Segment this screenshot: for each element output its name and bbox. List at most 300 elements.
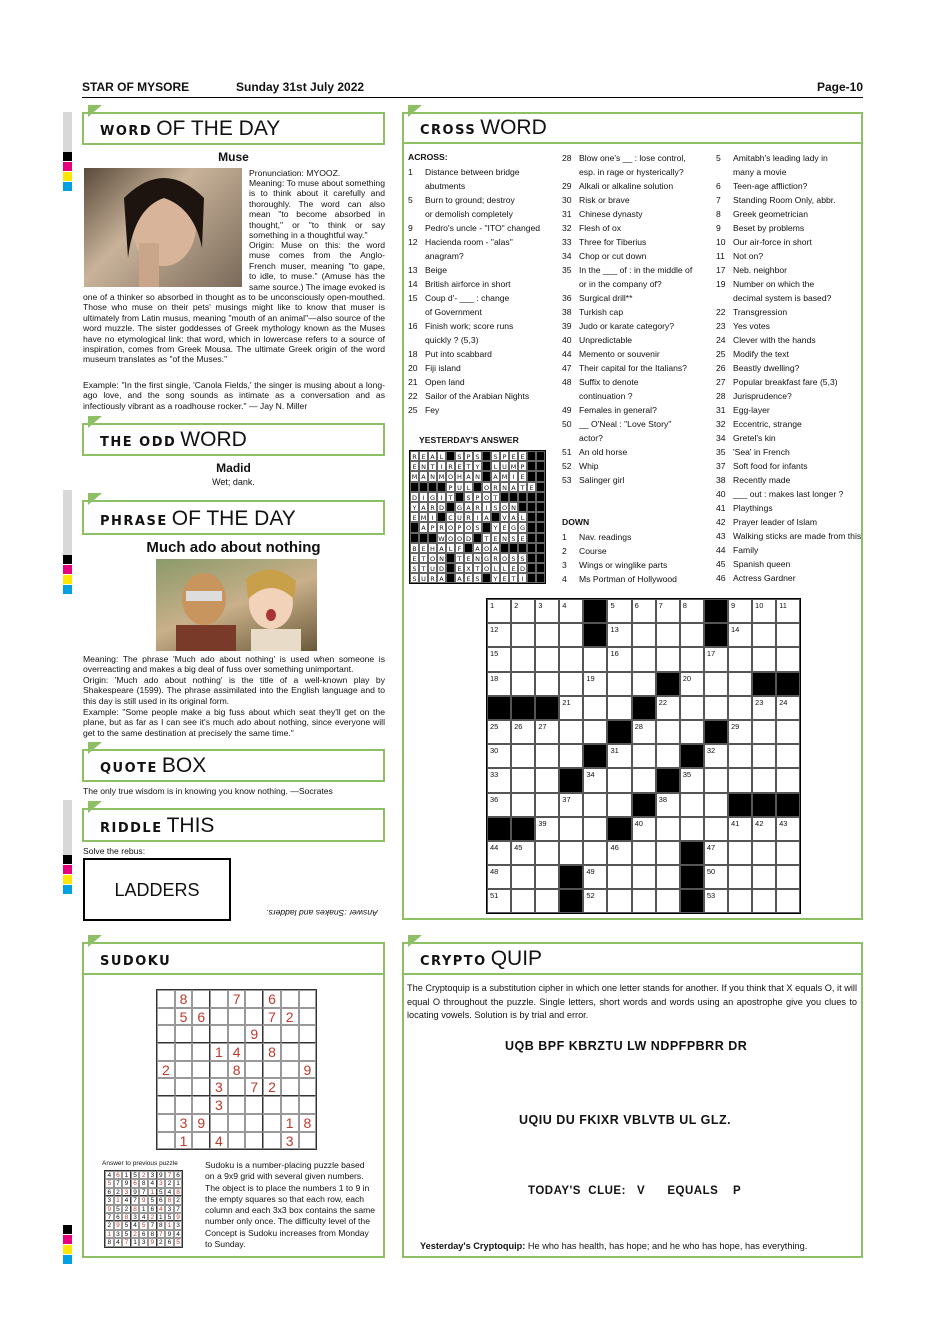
answer-cell: 5	[122, 1230, 131, 1238]
sudoku-cell[interactable]	[157, 1043, 175, 1061]
crossword-cell[interactable]: 32	[704, 744, 728, 768]
clue-number: 33	[562, 237, 572, 247]
sudoku-cell[interactable]	[281, 990, 299, 1008]
sudoku-cell[interactable]: 7	[245, 1078, 263, 1096]
crossword-cell[interactable]: 21	[559, 696, 583, 720]
crossword-cell[interactable]	[511, 744, 535, 768]
clue-text: Beige	[425, 265, 447, 275]
sudoku-cell[interactable]	[263, 1132, 281, 1150]
sudoku-cell[interactable]	[210, 990, 228, 1008]
crossword-cell[interactable]: 6	[632, 599, 656, 623]
crossword-cell[interactable]: 2	[511, 599, 535, 623]
answer-cell	[482, 451, 491, 461]
sudoku-cell[interactable]: 7	[228, 990, 246, 1008]
crossword-cell[interactable]: 22	[656, 696, 680, 720]
clue-item	[408, 375, 558, 389]
crossword-cell[interactable]	[752, 768, 776, 792]
crossword-cell[interactable]: 33	[487, 768, 511, 792]
crossword-cell[interactable]	[752, 623, 776, 647]
crossword-cell[interactable]: 52	[583, 889, 607, 913]
crossword-cell[interactable]	[559, 841, 583, 865]
sudoku-cell[interactable]	[157, 1114, 175, 1132]
answer-cell	[419, 533, 428, 543]
sudoku-cell[interactable]	[175, 1061, 193, 1079]
crossword-cell[interactable]	[704, 793, 728, 817]
crossword-cell[interactable]	[607, 672, 631, 696]
clue-text: Unpredictable	[579, 335, 633, 345]
crossword-cell[interactable]: 43	[776, 817, 800, 841]
sudoku-cell[interactable]	[245, 990, 263, 1008]
crossword-cell[interactable]	[728, 889, 752, 913]
crossword-cell[interactable]: 9	[728, 599, 752, 623]
sudoku-cell[interactable]: 3	[210, 1096, 228, 1114]
answer-cell: H	[455, 471, 464, 481]
answer-cell	[527, 461, 536, 471]
clue-text: Blow one's __ : lose control,	[579, 153, 686, 163]
clue-number: 31	[716, 405, 726, 415]
crossword-cell[interactable]: 42	[752, 817, 776, 841]
crossword-cell[interactable]	[632, 623, 656, 647]
sudoku-cell[interactable]	[157, 990, 175, 1008]
crossword-cell[interactable]: 41	[728, 817, 752, 841]
sudoku-cell[interactable]	[281, 1025, 299, 1043]
sudoku-cell[interactable]: 1	[210, 1043, 228, 1061]
answer-cell: 4	[165, 1188, 174, 1196]
crossword-cell[interactable]: 13	[607, 623, 631, 647]
margin-bar	[63, 800, 72, 855]
crossword-cell[interactable]: 11	[776, 599, 800, 623]
crossword-cell[interactable]	[535, 672, 559, 696]
crossword-cell[interactable]	[776, 744, 800, 768]
answer-cell: S	[410, 563, 419, 573]
sudoku-cell[interactable]	[245, 1043, 263, 1061]
crossword-cell[interactable]: 39	[535, 817, 559, 841]
crossword-cell[interactable]	[607, 768, 631, 792]
crossword-cell[interactable]	[607, 793, 631, 817]
crossword-cell[interactable]: 18	[487, 672, 511, 696]
sudoku-cell[interactable]	[157, 1025, 175, 1043]
crossword-cell[interactable]: 24	[776, 696, 800, 720]
sudoku-cell[interactable]: 8	[263, 1043, 281, 1061]
sudoku-cell[interactable]	[175, 1078, 193, 1096]
sudoku-cell[interactable]	[192, 1132, 210, 1150]
sudoku-cell[interactable]	[210, 1008, 228, 1026]
crossword-cell[interactable]: 40	[632, 817, 656, 841]
crossword-cell[interactable]: 12	[487, 623, 511, 647]
clue-item	[716, 515, 862, 529]
sudoku-cell[interactable]: 8	[299, 1114, 317, 1132]
crossword-cell[interactable]	[752, 841, 776, 865]
clue-text: Open land	[425, 377, 465, 387]
crossword-cell[interactable]	[776, 623, 800, 647]
crossword-cell[interactable]	[656, 720, 680, 744]
sudoku-cell[interactable]: 1	[281, 1114, 299, 1132]
clue-number: 29	[562, 181, 572, 191]
crossword-cell[interactable]	[607, 865, 631, 889]
answer-cell: L	[491, 563, 500, 573]
crossword-cell[interactable]	[656, 889, 680, 913]
crossword-cell[interactable]: 7	[656, 599, 680, 623]
crossword-cell[interactable]	[583, 696, 607, 720]
crossword-cell[interactable]	[559, 647, 583, 671]
sudoku-cell[interactable]	[228, 1114, 246, 1132]
crossword-cell[interactable]: 14	[728, 623, 752, 647]
sudoku-cell[interactable]	[245, 1061, 263, 1079]
sudoku-cell[interactable]	[263, 1114, 281, 1132]
clue-item	[408, 389, 558, 403]
crossword-cell[interactable]	[656, 841, 680, 865]
sudoku-cell[interactable]	[157, 1008, 175, 1026]
down-label: DOWN	[562, 517, 590, 527]
crossword-cell[interactable]	[583, 841, 607, 865]
answer-cell	[536, 461, 545, 471]
sudoku-cell[interactable]	[228, 1078, 246, 1096]
crossword-cell[interactable]	[752, 865, 776, 889]
crossword-cell[interactable]	[728, 841, 752, 865]
answer-cell: Y	[410, 502, 419, 512]
crossword-cell[interactable]	[752, 720, 776, 744]
crossword-cell[interactable]	[511, 623, 535, 647]
block-cell	[656, 672, 680, 696]
sudoku-cell[interactable]	[245, 1132, 263, 1150]
answer-cell: T	[428, 461, 437, 471]
sudoku-cell[interactable]: 8	[175, 990, 193, 1008]
sudoku-cell[interactable]	[157, 1132, 175, 1150]
block-cell	[583, 744, 607, 768]
clue-number: 40	[716, 489, 726, 499]
crossword-cell[interactable]	[632, 889, 656, 913]
answer-cell: A	[509, 512, 518, 522]
crossword-cell[interactable]: 34	[583, 768, 607, 792]
crossword-cell[interactable]	[583, 817, 607, 841]
cryptoquip-line-2: UQIU DU FKIXR VBLVTB UL GLZ.	[519, 1113, 732, 1127]
crossword-cell[interactable]	[728, 647, 752, 671]
crossword-cell[interactable]: 50	[704, 865, 728, 889]
crossword-cell[interactable]: 4	[559, 599, 583, 623]
sudoku-cell[interactable]	[175, 1043, 193, 1061]
sudoku-cell[interactable]	[245, 1114, 263, 1132]
crossword-cell[interactable]: 25	[487, 720, 511, 744]
crossword-cell[interactable]	[752, 889, 776, 913]
clue-text: Transgression	[733, 307, 788, 317]
sudoku-cell[interactable]: 2	[157, 1061, 175, 1079]
sudoku-cell[interactable]	[210, 1114, 228, 1132]
crossword-cell[interactable]: 17	[704, 647, 728, 671]
crossword-cell[interactable]	[704, 696, 728, 720]
clue-text: decimal system is based?	[733, 293, 832, 303]
crossword-cell[interactable]: 19	[583, 672, 607, 696]
answer-cell: T	[518, 482, 527, 492]
crossword-cell[interactable]	[656, 647, 680, 671]
crossword-cell[interactable]	[511, 793, 535, 817]
crossword-cell[interactable]: 3	[535, 599, 559, 623]
word-of-day-pronunciation: Pronunciation: MYOOZ.	[249, 168, 341, 178]
crossword-cell[interactable]	[632, 768, 656, 792]
crossword-cell[interactable]	[656, 623, 680, 647]
crossword-cell[interactable]	[776, 647, 800, 671]
clue-number: 20	[408, 363, 418, 373]
clue-text: Eccentric, strange	[733, 419, 802, 429]
sudoku-cell[interactable]: 9	[192, 1114, 210, 1132]
crossword-cell[interactable]	[776, 768, 800, 792]
sudoku-cell[interactable]	[281, 1043, 299, 1061]
clue-item	[408, 305, 558, 319]
answer-cell: T	[509, 573, 518, 583]
crossword-cell[interactable]	[632, 647, 656, 671]
sudoku-cell[interactable]: 8	[228, 1061, 246, 1079]
answer-cell	[536, 502, 545, 512]
crossword-cell[interactable]	[752, 744, 776, 768]
clue-text: Put into scabbard	[425, 349, 492, 359]
sudoku-cell[interactable]	[263, 1025, 281, 1043]
sudoku-cell[interactable]	[192, 1096, 210, 1114]
crossword-cell[interactable]: 36	[487, 793, 511, 817]
crossword-cell[interactable]	[535, 744, 559, 768]
crossword-cell[interactable]: 29	[728, 720, 752, 744]
answer-cell: G	[519, 524, 526, 533]
crossword-cell[interactable]	[728, 865, 752, 889]
clue-text: Chop or cut down	[579, 251, 647, 261]
crossword-cell[interactable]: 51	[487, 889, 511, 913]
clue-number: 44	[716, 545, 726, 555]
answer-cell: P	[473, 492, 482, 502]
clue-number: 15	[408, 293, 418, 303]
crossword-cell[interactable]	[728, 744, 752, 768]
answer-cell: 1	[139, 1205, 148, 1213]
quote-text: The only true wisdom is in knowing you know nothing. —Socrates	[83, 786, 333, 796]
clue-item	[716, 249, 862, 263]
crossword-cell[interactable]: 53	[704, 889, 728, 913]
sudoku-cell[interactable]: 9	[299, 1061, 317, 1079]
crossword-cell[interactable]	[680, 817, 704, 841]
crossword-cell[interactable]: 31	[607, 744, 631, 768]
crossword-cell[interactable]	[632, 865, 656, 889]
sudoku-cell[interactable]	[299, 1043, 317, 1061]
crossword-cell[interactable]	[607, 889, 631, 913]
crossword-cell[interactable]: 20	[680, 672, 704, 696]
sudoku-cell[interactable]: 3	[210, 1078, 228, 1096]
crossword-cell[interactable]	[680, 793, 704, 817]
word-of-day-heading: WORD OF THE DAY	[82, 112, 385, 145]
answer-cell: G	[429, 493, 436, 502]
sudoku-cell[interactable]: 4	[228, 1043, 246, 1061]
sudoku-cell[interactable]	[175, 1025, 193, 1043]
block-cell	[776, 793, 800, 817]
answer-cell: U	[428, 563, 437, 573]
crossword-cell[interactable]	[704, 672, 728, 696]
crossword-cell[interactable]	[535, 889, 559, 913]
crossword-cell[interactable]	[728, 696, 752, 720]
answer-cell: 2	[139, 1171, 148, 1179]
crossword-cell[interactable]: 46	[607, 841, 631, 865]
crossword-cell[interactable]	[680, 696, 704, 720]
answer-cell	[482, 471, 491, 481]
crossword-cell[interactable]	[535, 841, 559, 865]
sudoku-cell[interactable]	[175, 1096, 193, 1114]
clue-text: Wings or winglike parts	[579, 560, 668, 570]
crossword-cell[interactable]	[535, 647, 559, 671]
crossword-cell[interactable]	[511, 768, 535, 792]
crossword-cell[interactable]: 15	[487, 647, 511, 671]
crossword-cell[interactable]: 1	[487, 599, 511, 623]
crossword-cell[interactable]	[680, 720, 704, 744]
sudoku-cell[interactable]: 6	[192, 1008, 210, 1026]
answer-cell	[536, 573, 545, 583]
sudoku-cell[interactable]	[281, 1096, 299, 1114]
crossword-cell[interactable]: 26	[511, 720, 535, 744]
sudoku-cell[interactable]	[299, 1008, 317, 1026]
answer-cell: E	[410, 553, 419, 563]
sudoku-cell[interactable]	[228, 1096, 246, 1114]
clue-number: 38	[562, 307, 572, 317]
clue-text: An old horse	[579, 447, 628, 457]
crossword-cell[interactable]: 44	[487, 841, 511, 865]
sudoku-cell[interactable]	[228, 1008, 246, 1026]
clue-item	[562, 151, 712, 165]
clue-item	[716, 221, 862, 235]
crossword-cell[interactable]: 30	[487, 744, 511, 768]
crossword-cell[interactable]	[728, 768, 752, 792]
crossword-cell[interactable]	[535, 793, 559, 817]
answer-cell: 6	[139, 1230, 148, 1238]
clue-number: 42	[716, 517, 726, 527]
sudoku-cell[interactable]	[245, 1096, 263, 1114]
crossword-cell[interactable]	[559, 817, 583, 841]
crossword-cell[interactable]	[752, 647, 776, 671]
clue-text: Coup d'- ___ : change	[425, 293, 510, 303]
crossword-cell[interactable]	[680, 623, 704, 647]
sudoku-cell[interactable]	[299, 1025, 317, 1043]
crossword-cell[interactable]	[704, 817, 728, 841]
sudoku-cell[interactable]: 5	[175, 1008, 193, 1026]
crossword-cell[interactable]	[728, 672, 752, 696]
crossword-cell[interactable]	[583, 720, 607, 744]
crossword-cell[interactable]	[656, 744, 680, 768]
sudoku-cell[interactable]	[299, 990, 317, 1008]
crossword-cell[interactable]	[535, 768, 559, 792]
crossword-cell[interactable]: 5	[607, 599, 631, 623]
down-clues-2	[716, 151, 862, 585]
sudoku-cell[interactable]: 3	[281, 1132, 299, 1150]
sudoku-cell[interactable]	[228, 1132, 246, 1150]
sudoku-cell[interactable]	[192, 990, 210, 1008]
crossword-cell[interactable]	[776, 889, 800, 913]
crossword-cell[interactable]	[607, 696, 631, 720]
crossword-cell[interactable]	[535, 623, 559, 647]
crossword-cell[interactable]	[511, 889, 535, 913]
answer-cell: R	[446, 461, 455, 471]
sudoku-cell[interactable]: 7	[263, 1008, 281, 1026]
sudoku-cell[interactable]	[210, 1061, 228, 1079]
answer-cell	[437, 512, 446, 522]
answer-cell: A	[482, 512, 491, 522]
crossword-cell[interactable]: 38	[656, 793, 680, 817]
block-cell	[656, 768, 680, 792]
crossword-cell[interactable]	[583, 647, 607, 671]
clue-item	[562, 165, 712, 179]
crossword-cell[interactable]	[776, 720, 800, 744]
crossword-cell[interactable]	[559, 672, 583, 696]
clue-item	[716, 571, 862, 585]
crossword-cell[interactable]	[535, 865, 559, 889]
answer-cell: A	[464, 471, 473, 481]
answer-cell: P	[428, 522, 437, 532]
sudoku-cell[interactable]	[192, 1078, 210, 1096]
sudoku-cell[interactable]	[263, 1061, 281, 1079]
crossword-cell[interactable]	[656, 865, 680, 889]
sudoku-cell[interactable]	[299, 1132, 317, 1150]
crossword-cell[interactable]	[511, 865, 535, 889]
crossword-cell[interactable]: 49	[583, 865, 607, 889]
sudoku-cell[interactable]: 2	[263, 1078, 281, 1096]
crossword-cell[interactable]: 37	[559, 793, 583, 817]
crossword-cell[interactable]	[583, 793, 607, 817]
answer-cell: D	[438, 565, 444, 574]
clue-item	[408, 263, 558, 277]
sudoku-cell[interactable]: 3	[175, 1114, 193, 1132]
crossword-cell[interactable]	[559, 744, 583, 768]
sudoku-cell[interactable]	[157, 1078, 175, 1096]
sudoku-cell[interactable]	[157, 1096, 175, 1114]
sudoku-cell[interactable]: 6	[263, 990, 281, 1008]
crossword-cell[interactable]	[511, 672, 535, 696]
crossword-cell[interactable]: 23	[752, 696, 776, 720]
crossword-cell[interactable]	[704, 768, 728, 792]
clue-number: 37	[716, 461, 726, 471]
crossword-cell[interactable]	[632, 841, 656, 865]
crossword-cell[interactable]: 27	[535, 720, 559, 744]
sudoku-cell[interactable]: 9	[245, 1025, 263, 1043]
sudoku-cell[interactable]	[192, 1043, 210, 1061]
clue-item	[716, 291, 862, 305]
crossword-cell[interactable]	[559, 720, 583, 744]
crossword-cell[interactable]	[776, 865, 800, 889]
crossword-cell[interactable]: 48	[487, 865, 511, 889]
block-cell	[632, 793, 656, 817]
sudoku-cell[interactable]	[281, 1061, 299, 1079]
crossword-cell[interactable]	[776, 841, 800, 865]
crossword-cell[interactable]	[656, 817, 680, 841]
crossword-cell[interactable]: 35	[680, 768, 704, 792]
sudoku-cell[interactable]: 2	[281, 1008, 299, 1026]
clue-item	[562, 544, 712, 558]
crossword-cell[interactable]	[559, 623, 583, 647]
sudoku-cell[interactable]	[299, 1078, 317, 1096]
crossword-cell[interactable]: 10	[752, 599, 776, 623]
crossword-cell[interactable]	[511, 647, 535, 671]
sudoku-cell[interactable]	[299, 1096, 317, 1114]
sudoku-cell[interactable]	[245, 1008, 263, 1026]
crossword-cell[interactable]: 28	[632, 720, 656, 744]
sudoku-cell[interactable]	[281, 1078, 299, 1096]
clue-text: Fiji island	[425, 363, 461, 373]
sudoku-cell[interactable]	[192, 1025, 210, 1043]
odd-word-heading: THE ODD WORD	[82, 423, 385, 456]
crossword-cell[interactable]: 16	[607, 647, 631, 671]
sudoku-cell[interactable]	[263, 1096, 281, 1114]
sudoku-cell[interactable]: 1	[175, 1132, 193, 1150]
crossword-cell[interactable]	[632, 744, 656, 768]
crossword-cell[interactable]: 8	[680, 599, 704, 623]
crossword-cell[interactable]: 47	[704, 841, 728, 865]
crossword-cell[interactable]	[680, 647, 704, 671]
sudoku-cell[interactable]	[210, 1025, 228, 1043]
crossword-cell[interactable]	[632, 672, 656, 696]
sudoku-cell[interactable]: 4	[210, 1132, 228, 1150]
sudoku-cell[interactable]	[192, 1061, 210, 1079]
sudoku-cell[interactable]	[228, 1025, 246, 1043]
crossword-cell[interactable]: 45	[511, 841, 535, 865]
